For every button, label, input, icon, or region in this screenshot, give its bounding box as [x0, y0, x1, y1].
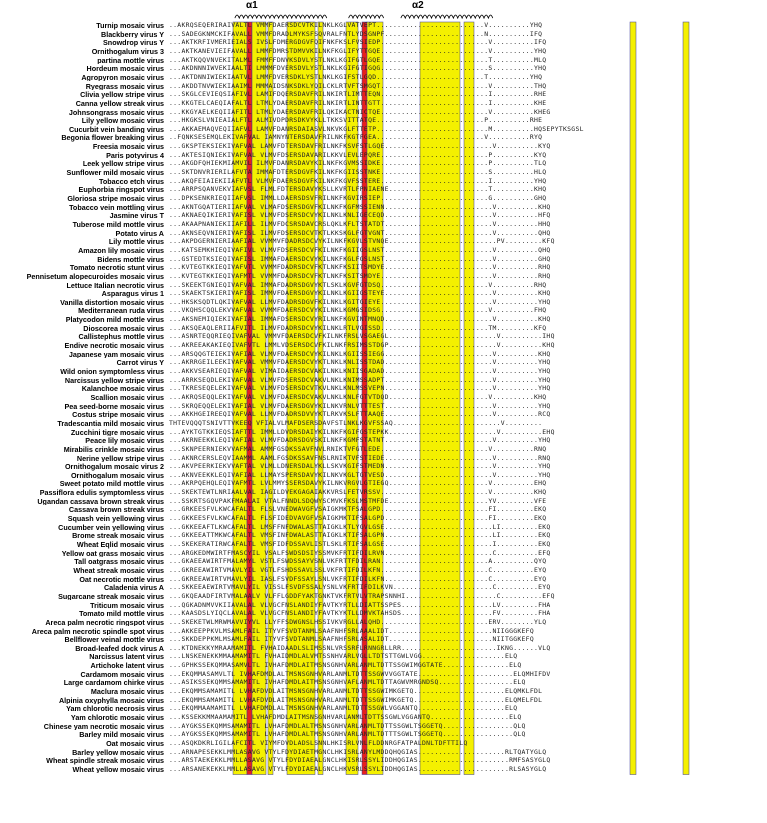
sequence-residues: ...AKNRCERSLEQVIAAMML AAMLFGSDKSSAVFNSLRNIKTVFSTIEDE..........................V..........RNQ: [169, 454, 551, 462]
sequence-name: Cardamom mosaic virus: [80, 670, 164, 679]
sequence-name: Brome streak mosaic virus: [72, 532, 164, 540]
sequence-name: Ryegrass mosaic virus: [85, 82, 164, 91]
sequence-residues: ...SKNPEERNIEKVVAFMAL AMMFGSDKSSAVFNVLRNIKTVFGTLEDE..........................V..........RNQ: [169, 445, 547, 453]
sequence-residues: ...SKEKERATIRWCAFALTL VMSFIDFDSSAVLISTLSKLRTIFSALGSE..........................I..........EKQ: [169, 541, 551, 548]
sequence-name: Euphorbia ringspot virus: [78, 186, 164, 194]
sequence-residues: ...AKGDFQHIEKMIAMVIL ILMVFDANRSDAVYKILNKFKGVMSSIDKE..........................P..........TLQ: [169, 160, 547, 168]
sequence-name: Ornithogalum mosaic virus: [70, 471, 164, 480]
sequence-residues: ...ASQKDKRLIGILAFCITL VIYMFDVDLADSLSNNLHKISRLVNLFLDDNRGFATPALDNLTDFTTILQ: [169, 739, 468, 747]
sequence-residues: ...GKKEEATTMKWCAFALTL VMSFINFDWALASTTAIGKLKTIFSALGPN..........................LI.........EKQ: [169, 532, 551, 540]
sequence-name: Sugarcane streak mosaic virus: [58, 592, 164, 601]
sequence-name: Ugandan cassava brown streak virus: [37, 497, 164, 506]
sequence-residues: ...AKKAEMAQVEQIIAFVL LAMVFDANRSDAIASVLNKVKGLFTTETP...........................M..........HQSEPYTKSGSL: [169, 125, 584, 133]
sequence-name: Bellflower veinal mottle virus: [64, 636, 164, 644]
sequence-name: Cucumber vein yellowing virus: [58, 523, 164, 532]
sequence-name: Scallion mosaic virus: [90, 393, 164, 402]
sequence-name: Endive necrotic mosaic virus: [64, 342, 164, 350]
sequence-residues: ...GSTEDTKSIEQIVAFISL IMMAFDAERSDCVYKILNKFKGLFGSLNST..........................V..........GHQ: [169, 255, 551, 263]
sequence-residues: ...TKRESEQELEKIVAFVAL VLMVFDSERSDCVTKVLNKLKNLMSSVEPN..........................V..........YHQ: [169, 385, 551, 393]
sequence-residues: ...GPHKSSEKQMMASAMVLTL IVHAFDMDLAITMSNSGNHVARLANMLTDTTSSGWIMGGTATE................ELQ: [169, 662, 522, 670]
sequence-name: Freesia mosaic virus: [92, 143, 164, 151]
sequence-name: Blackberry virus Y: [101, 30, 164, 39]
sequence-residues: ...AKKVSEARIEQIVAFVAL VIMAIDAERSDCVAKILNKLKNIISGADAD..........................V..........YHQ: [169, 368, 551, 375]
sequence-name: Barley yellow mosaic virus: [72, 748, 164, 757]
sequence-residues: ...AKDNNNIWVEKIAALTI LMMMFDVERSDVLYSTLNKLKGIFGTIGQG..........................S..........YHQ: [169, 65, 547, 73]
sequence-residues: ...AKTDNNIWIEKIAATVL LMMFDVERSDKLYSTLNKLKGIFSTLGQD..........................T..........YHQ: [169, 73, 543, 81]
sequence-name: Sweet potato mild mottle virus: [59, 480, 164, 489]
sequence-residues: ...AKAAPNANIEKIIAFILL ILMVFDCSRSDAVCRSLQKLKFLTSTATDT..........................V..........HHQ: [169, 220, 551, 228]
sequence-residues: ...DPKSENKRIEQIIAFVSL IMMLLDAERSDSVFRILNKFKGVIRSIEP..........................G..........GHQ: [169, 195, 547, 202]
helix-alpha1-coil: [228, 12, 338, 19]
sequence-name: Triticum mosaic virus: [90, 601, 164, 610]
sequence-residues: ...SADEGKNMCKIFAVALL VMMFDRADLMYKSFSQVRALFNTLYDSGNPF........................N..........IFQ: [169, 30, 543, 38]
sequence-name: Japanese yam mosaic virus: [68, 350, 164, 359]
sequence-name: Paris potyvirus 4: [106, 151, 164, 160]
sequence-name: Narcissus latent virus: [89, 653, 164, 662]
sequence-name: Passiflora edulis symptomless virus: [39, 489, 164, 497]
sequence-residues: ...HKSKSQDTLQKIVAFVAL LLMVFDADRSDGVFKILNKLKGITGIEYE...........................V..........YHQ: [169, 298, 551, 306]
sequence-residues: ...GRKEESFVLKWCAFALTL FLSLVNEDWAVGFVSAIGKMKTFSALGPD..........................FI.........EKQ: [169, 506, 547, 514]
sequence-name: Yam chlorotic mosaic virus: [70, 714, 164, 722]
sequence-residues: ...AKRPQEHQLEQIVAFMTL LVLMMYSSERSDAVYKILNKVRGVLGTIEGQ........................V..........EHQ: [169, 480, 547, 488]
sequence-residues: ...EKQMMSAMAMITL LVHAFDVDLAITMSNSGNHVARLANMLTDTTSSGWIMKGETQ......................ELQMELFDL: [169, 696, 543, 704]
sequence-residues: ...AYKTGTKKIEQSIAFTTL IMMLLDVDRSDAIYKILNKFKGIFGSTEPKK..........................V..........EHQ: [169, 428, 555, 436]
sequence-residues: ...GKQEAADFIRTVMALAALV VLFFLGDDFYAKTGNKTVKFRTVLVTRAPSNNHI......................C..........EFQ: [169, 592, 555, 600]
sequence-name: Snowdrop virus Y: [103, 39, 164, 47]
sequence-name: Areca palm necrotic spindle spot virus: [31, 627, 164, 636]
sequence-name: Carrot virus Y: [116, 359, 164, 367]
sequence-name: Maclura mosaic virus: [90, 688, 164, 696]
sequence-name: Large cardamom chirke virus: [63, 679, 164, 687]
sequence-name: Amazon lily mosaic virus: [78, 246, 164, 255]
sequence-residues: ...HKGKSLVNIEAIALFTL ALMIVDPDRSDKVYKLLTKKSVITTATQE..........................P..........RHE: [169, 117, 543, 125]
sequence-name: Yellow oat grass mosaic virus: [61, 549, 164, 558]
sequence-residues: ...AKRNEEKKLEQIVAFIAL VLMVFDADRSDGVSKILNKFKGMFSTATNT..........................V..........YHQ: [169, 437, 551, 445]
helix-alpha2-coil: [394, 12, 504, 19]
sequence-residues: ...KVTEGTKKIEQIVAFMTL VVMMFDADRSDCVFKTLNKFKSITSMDYE...........................V..........RHQ: [169, 272, 551, 280]
sequence-residues: ...AKVPEERKIEKVVAFTAL VLMLLDNERSDALYKLLSKVKGIFSTMEDN..........................V..........YHQ: [169, 463, 551, 471]
sequence-name: Tobacco etch virus: [99, 177, 164, 186]
helix-alpha1b-coil: [346, 12, 388, 19]
sequence-name: Sunflower mild mosaic virus: [66, 169, 164, 177]
sequence-residues: ...SKGLCEVIEQSIAFIVL LAMIFDQERSDAVFRILNKIRTLIMTTEQN..........................I..........RHE: [169, 91, 547, 99]
sequence-name: Canna yellow streak virus: [75, 99, 164, 108]
sequence-name: Platycodon mild mottle virus: [65, 316, 164, 324]
sequence-name: Lily yellow mosaic virus: [81, 117, 164, 125]
sequence-name: Caladenia virus A: [103, 584, 164, 592]
sequence-name: Tobacco vein mottling virus: [69, 203, 164, 212]
sequence-name: Clivia yellow stripe virus: [80, 91, 164, 99]
sequence-residues: ...AKNVEEKKLEQIVAFIAL LLMAYSPERSDAVYKILNKVKGLTGTVESD..........................V..........YHQ: [169, 471, 551, 479]
sequence-name: Mediterranean ruda virus: [78, 307, 164, 316]
sequence-name: Oat necrotic mottle virus: [79, 575, 164, 584]
sequence-name: Tomato mild mottle virus: [79, 610, 164, 618]
sequence-name: Callistephus mottle virus: [78, 333, 164, 341]
sequence-residues: ...SKRQEQQELEKIVAFIAL VLMVFDAERSDGVYKILNKVRNLVTTTEST..........................V..........YHQ: [169, 402, 551, 410]
sequence-residues: ..FQNKSESEMQLEKIVAFVAL IAMNYNTERSDAVFRILNKFKGTFGEA..........................V..........RYQ: [169, 134, 543, 142]
sequence-residues: ...ARGKEDMWIRTFMASCYIL VSALFSWDSDSIYSSMVKFRTIFDILRVN..........................C..........EFQ: [169, 549, 551, 557]
sequence-name: Alpinia oxyphylla mosaic virus: [58, 696, 164, 705]
sequence-name: Begonia flower breaking virus: [61, 134, 164, 143]
sequence-residues: ..AKRQSEQERIRAIVALTL VMMFDAERSDCVTKILNKLKGLVATVEPT..........................V..........YHQ: [169, 22, 543, 29]
sequence-name: Wild onion symptomless virus: [60, 368, 164, 376]
sequence-residues: ...AKNAEQIKIERIVAFISL VLMVFDSERSDCVYKILNKLKNLIGECEQD..........................V..........HFQ: [169, 212, 551, 220]
sequence-residues: ...SKEKETWLMRWMAVVIYVL LLYFFSDWGNSLHSSIVKVRGLLALQHD..........................ERV........YLQ: [169, 618, 547, 626]
sequence-residues: ...GKSPTEKSIEKIVAFVAL LAMVFDTERSDAVFRILNKFKSVFSTLGQE..........................V..........KYQ: [169, 143, 551, 151]
sequence-name: Yam chlorotic necrosis virus: [66, 705, 164, 713]
sequence-residues: ...ARSANEKEKKLMMLLASAVG VTYLFDYDIAEALGNCLHKVSRLSSYLIDDHQGIAS......................RLSASYGLQ: [169, 765, 547, 773]
sequence-name: Pennisetum alopecuroides mosaic virus: [26, 272, 164, 281]
sequence-name: Leek yellow stripe virus: [82, 160, 164, 168]
sequence-residues: ...AYGKSSEKQMMSAMAMITL LVHAFDMDLALTMSNSGNHVARLANMLTDTTTSGWLTSGGETQ.................QLQ: [169, 731, 526, 739]
sequence-name: Oat mosaic virus: [106, 739, 164, 748]
sequence-residues: ...AKSQEAQLERIIAFVITL ILMVFDADRSDCVYKILNKLRTLVGISSD..........................TM.........KFQ: [169, 324, 547, 332]
sequence-name: Wheat yellow mosaic virus: [72, 765, 164, 774]
sequence-name: Asparagus virus 1: [101, 290, 164, 298]
sequence-name: Areca palm necrotic ringspot virus: [45, 618, 164, 627]
sequence-name: Tradescantia mild mosaic virus: [57, 419, 164, 428]
helix-alpha2-label: α2: [412, 0, 424, 11]
sequence-name: Zucchini tigre mosaic virus: [70, 428, 164, 437]
sequence-name: Broad-leafed dock virus A: [75, 644, 164, 653]
sequence-residues: ...KATSEMKHIEQIVAFIVL VLMVFDSERSDCVFKILNKFKGIIGSLNST..........................V..........QHQ: [169, 246, 551, 254]
sequence-name: Vanilla distortion mosaic virus: [60, 298, 164, 307]
sequence-residues: ...GKREEAWIRTVMAVLYIL IASLFSVDFSSAYLSNLVKFRTIFDILKFN.........................C..........EYQ: [169, 575, 547, 583]
sequence-residues: ...AKQFEIAIEKIIAFVTL VLMVFDAERSDGVFKILNKFKGVFSSTERE..........................I..........YHQ: [169, 177, 547, 185]
sequence-name: Wheat Eqlid mosaic virus: [76, 541, 164, 549]
sequence-residues: ...ARRKSEQDLEKIVAFVAL VLMVFDSERSDCVAKVLNKLKNIMSSADPT..........................V..........YHQ: [169, 376, 551, 384]
sequence-name: Peace lily mosaic virus: [85, 437, 164, 445]
sequence-residues: ...AKPDGERNIERIAAFIAL VVMMVFDADRSDCVYKILNKFKGVLSTVNQE..........................PV.........KFQ: [169, 238, 555, 246]
sequence-residues: ...KKGYAELKEQIIAFITL LTMLYDAERSDAVFRILQKIKACTNICTQE..........................V..........KHEG: [169, 108, 551, 116]
sequence-residues: ...GKREEAWIRTVMAVLYIL VGTLFSHDSSAVLSSLVKFRTIFDILKFN..........................C..........EYQ: [169, 566, 547, 574]
sequence-name: Gloriosa stripe mosaic virus: [67, 195, 164, 203]
sequence-residues: ...EKQMMSAMAMITL LVHAFDVDLAITMSNSGNHVARLANMLTDTTSSGWIMKGETQ......................ELQMKLFDL: [169, 688, 543, 696]
sequence-residues: ...ASNRTEQQRIEQIVAFVAL VMMVFDAERSDCVFKILNKFRSLVSGAEGL..........................V..........IHQ: [169, 333, 555, 341]
sequence-residues: ...ARSQQGTEIEKIVAFIAL VLMVFDAERSDCVYKILNKLKGIISSIEGG..........................V..........KHQ: [169, 350, 551, 358]
sequence-name: Lily mottle virus: [108, 238, 164, 246]
sequence-residues: ...GKKEESFVLKWCAFALTL FLSFIDEDVAVGFVSAIGKMKTIFSALGPD.........................FI.........EKQ: [169, 515, 547, 523]
sequence-residues: ...AKTKQQVNVEKITALML FMMFFDNVKSDVLYSTLNKLKGIFGTLGQE..........................T..........MLQ: [169, 56, 547, 64]
sequence-name: Agropyron mosaic virus: [81, 73, 164, 82]
sequence-name: Jasmine virus T: [109, 212, 164, 220]
sequence-name: Ornithogalum mosaic virus 2: [64, 463, 164, 471]
sequence-residues: ...LNSKENEKKMMAAMAMITL FVHAIDMDLALVMTSSNHVARLVGLLTDTSTTGWLVGG....................ELQ: [169, 653, 518, 661]
sequence-residues: ...VKQHSCQQLEKVVAFVAL VVMMFDAERSDCVYKILNKLKGMGSIDSG..........................V..........FHQ: [169, 307, 547, 315]
sequence-name: Kalanchoe mosaic virus: [81, 385, 164, 393]
sequence-residues: ...GKKEEAFTLKWCAFALTL LMSFFNFDWALASTTAIGKLKTLYGVLGSE..........................LI.........EKQ: [169, 523, 551, 531]
sequence-residues: ...SKEKTEWTLNRIAALVAL IAGILDVEKGAGAIAKKVRSLFETVRSSV..........................V..........KHQ: [169, 489, 547, 497]
sequence-name: Johnsongrass mosaic virus: [68, 108, 164, 117]
sequence-residues: ...KSSEKKMMAAMAMITL LVHAFDMDLAITMSNSGNHVARLANMLTDTTSSGWLVGGANTQ...................ELQ: [169, 714, 522, 721]
sequence-residues: ...KTDNEKKYMRAAMAMITL FVHAIDAADLSLIMSSNLVRSSRFLRNNGRLLRR.......................IKNG......VLQ: [169, 644, 551, 652]
sequence-residues: ...SKTDNVRIERILAFVTA IMMAFDTERSDGVFKILNKFKGIISSTNKE..........................S..........HLQ: [169, 169, 547, 177]
sequence-residues: ...ARNAPESEKKLMMLASAVG VTYLFDYDIAETMGNCLHKISRLANYLMDDQHQGIAS.....................RLTQATYGLQ: [169, 748, 547, 756]
sequence-name: Squash vein yellowing virus: [67, 515, 164, 523]
sequence-residues: ...AKSNEMIQIEKIVAFIAL IMMAFDSERSDCVYRILNKFKGVINTMNQD..........................V..........KHQ: [169, 316, 551, 324]
sequence-name: Tuberose mild mottle virus: [72, 220, 164, 229]
sequence-residues: ...GKAEEAWIRTFMALAMYL VSTLFSWDSSAYVSNLVKFRTTFDILRAN..........................A..........QYQ: [169, 558, 547, 566]
sequence-residues: ...AKKEEPPKVLMSAMLFAIL ITYVFSVDTANMLSAAFNHFSRLAAALIDT.........................NIIGGGKEFQ: [169, 627, 534, 635]
sequence-name: Lettuce Italian necrotic virus: [66, 281, 164, 290]
sequence-residues: ...QGKADNMVVKIIAVALAL VLVGCFNSLANDIYFAVTKYRTLLDIATTSSPES......................LV.........FHA: [169, 601, 551, 609]
sequence-residues: ...AKDDTNVWIEKIAAIML MMMAIDSNKSDKLYQILCKLRTVFTSMGQT..........................V..........THQ: [169, 82, 547, 90]
sequence-residues: ...SKKEEAEWIRTVMAVLYIL VISSLFSVDFSSALYSNLVKFRTIFDILKVN........................C..........EYQ: [169, 584, 551, 592]
sequence-residues: ...AKTESIQNIEKIVAFVAL VLMVFDSERSDAVARILKKVLEVLEPQRE..........................P..........KYQ: [169, 151, 547, 159]
sequence-residues: ...EKQMMASAMVLTL IVHAFDMDLALTMSNSGNHVARLANMLTDTTSSGWVVGGTATE.......................ELQMHIFDV: [169, 670, 551, 678]
sequence-residues: ...ARSTAEKEKKLMMLLASAVG VTYLFDYDIAEALGNCLHKISRLSSYLIDDHQGIAS......................RMFSASYGLQ: [169, 757, 551, 765]
sequence-residues: ...AKKHGEIREEQIVAFVAL LLMVFDADRSDVVYKTLRKVKSLFTTAAQE..........................V..........RCQ: [169, 411, 551, 419]
sequence-residues: ...AKNTGQATIERIIAFVAL VLMAFDSERSDGVFKILNKFKGFMSSIENN..........................V..........KHQ: [169, 203, 551, 211]
sequence-name: Tall oatgrass mosaic virus: [74, 558, 164, 566]
sequence-residues: ...KVTEGTKKIEQIVAFVTL VVMMFDADRSDCVFKTLNKFKSIITSMDYE..........................V..........RHQ: [169, 264, 551, 272]
sequence-name: Potato virus A: [115, 229, 164, 238]
sequence-name: Cassava brown streak virus: [68, 506, 164, 514]
sequence-residues: ...AKRQSEQQLEKIVAFVAL VLMVFDAERSDCVAKVLNKLKNLFGTVTDQD........................V..........KHQ: [169, 393, 547, 401]
sequence-residues: ...AKREEAKAKIEQIVAFVTL LMMLVDSERSDCVFKILNKFRSIMSSTDGP..........................V..........KHQ: [169, 342, 555, 350]
sequence-name: Nerine yellow stripe virus: [76, 454, 164, 463]
sequence-name: Artichoke latent virus: [90, 662, 164, 670]
sequence-residues: ...ARRPSQANVEKVIAFVSL FLMLFDTERSDAVYKSLLKVRTLFPNIAENE........................T..........KHQ: [169, 186, 547, 194]
sequence-name: Pea seed-borne mosaic virus: [64, 402, 164, 411]
sequence-name: Mirabilis crinkle mosaic virus: [63, 445, 164, 454]
sequence-name: Barley mild mosaic virus: [79, 731, 164, 739]
sequence-residues: ...EKQMMAAMAMITL LVHAFDMDLALTMSNSGNHVARLANMLTDTTSSGWLVGGANTQ.....................ELQ: [169, 705, 518, 713]
sequence-residues: ...AKNSEQVNIERIVAFISL ILMVFDSERSDCVTKTLKKSKGLFGTVGNT..........................V..........QHQ: [169, 229, 551, 237]
sequence-name: Ornithogalum virus 3: [91, 47, 164, 56]
sequence-residues: THTEVQQQTSNIVTTVKEEQ VFIALVLMAFDSERSDAVFSTLNKLKGVFSSAQ..........................V.........: [169, 419, 543, 427]
sequence-residues: ...SKAEKTSKIERIVAFISL IMMVFDAERSDGVYKILNKLKGIIGSTEYE..........................V..........KHQ: [169, 290, 551, 298]
sequence-residues: ...ASIKSSEKQMMSAMAMITL IVHAFDMDLAITMSNSGNHVAFLANMLTDTTAGWVMRGNDSQ..................ELQ: [169, 679, 526, 687]
sequence-name: Wheat spindle streak mosaic virus: [46, 757, 164, 765]
sequence-residues: ...SKKDEPPKMLMSAMLFAIL ITYVFSVDTANMLSAAFNHFSRLASALIDT.........................NIITGGKEFQ: [169, 636, 534, 644]
sequence-residues: ...AYGKSSEKQMMSAMAMITL LVHAFDMDLALTMSNSGNHVARLANMLTDTTSSGWLTSGGETQ.................QLQ: [169, 722, 526, 730]
sequence-residues: ...KKGTELCAEQIAFALTL LTMLYDAERSDAVFRILNKIRTLINTTGTT..........................I..........KHE: [169, 99, 547, 107]
helix-alpha1-label: α1: [246, 0, 258, 11]
sequence-name: Narcissus yellow stripe virus: [64, 376, 164, 385]
sequence-name: Wheat streak mosaic virus: [73, 566, 164, 575]
sequence-residues: ...AKTKRFIVMERIEIALS IVSLFDMERGDGVFQIFNKFKSLFVSIEDP..........................V..........IFQ: [169, 39, 547, 47]
sequence-residues: ...AKRRGEILEEKIVAFVAL VMMVFDAERSDCVYKTLNKLKNLISSTDAD..........................V..........YHQ: [169, 359, 551, 367]
sequence-name: Hordeum mosaic virus: [86, 65, 164, 73]
sequence-name: Chinese yam necrotic mosaic virus: [43, 722, 164, 731]
sequence-residues: ...SKEEKTGNIEQIVAFVAL IMMAFDADRSDGVYKTLSKLKGVFGTDSQ..........................V..........RHQ: [169, 281, 547, 289]
sequence-name: Bidens mottle virus: [97, 255, 164, 264]
sequence-name: Costus stripe mosaic virus: [72, 411, 164, 419]
sequence-name: Tomato necrotic stunt virus: [69, 264, 164, 272]
sequence-residues: ...AKTKANEVIEIFAVALL LMMFDMRSTDMVVKILNKFKGLIFYTTGQE..........................V..........YHQ: [169, 47, 547, 55]
sequence-residues: ...KAASDSLYIQCLAVALAL VLVGCFNSLANDIYFAVTKYKTLLDMVKTAHSDS......................FV.........FHA: [169, 610, 551, 618]
sequence-name: Dioscorea mosaic virus: [83, 324, 164, 333]
sequence-name: partina mottle virus: [97, 56, 164, 65]
sequence-residues: ...SSKRTSGQVPAKFMAALAI VTALFNNDLSDQWYSCMVKFKSLMSTMFDE........................YV.........VFE: [169, 497, 547, 505]
sequence-name: Turnip mosaic virus: [96, 22, 164, 30]
sequence-name: Cucurbit vein banding virus: [68, 125, 164, 134]
